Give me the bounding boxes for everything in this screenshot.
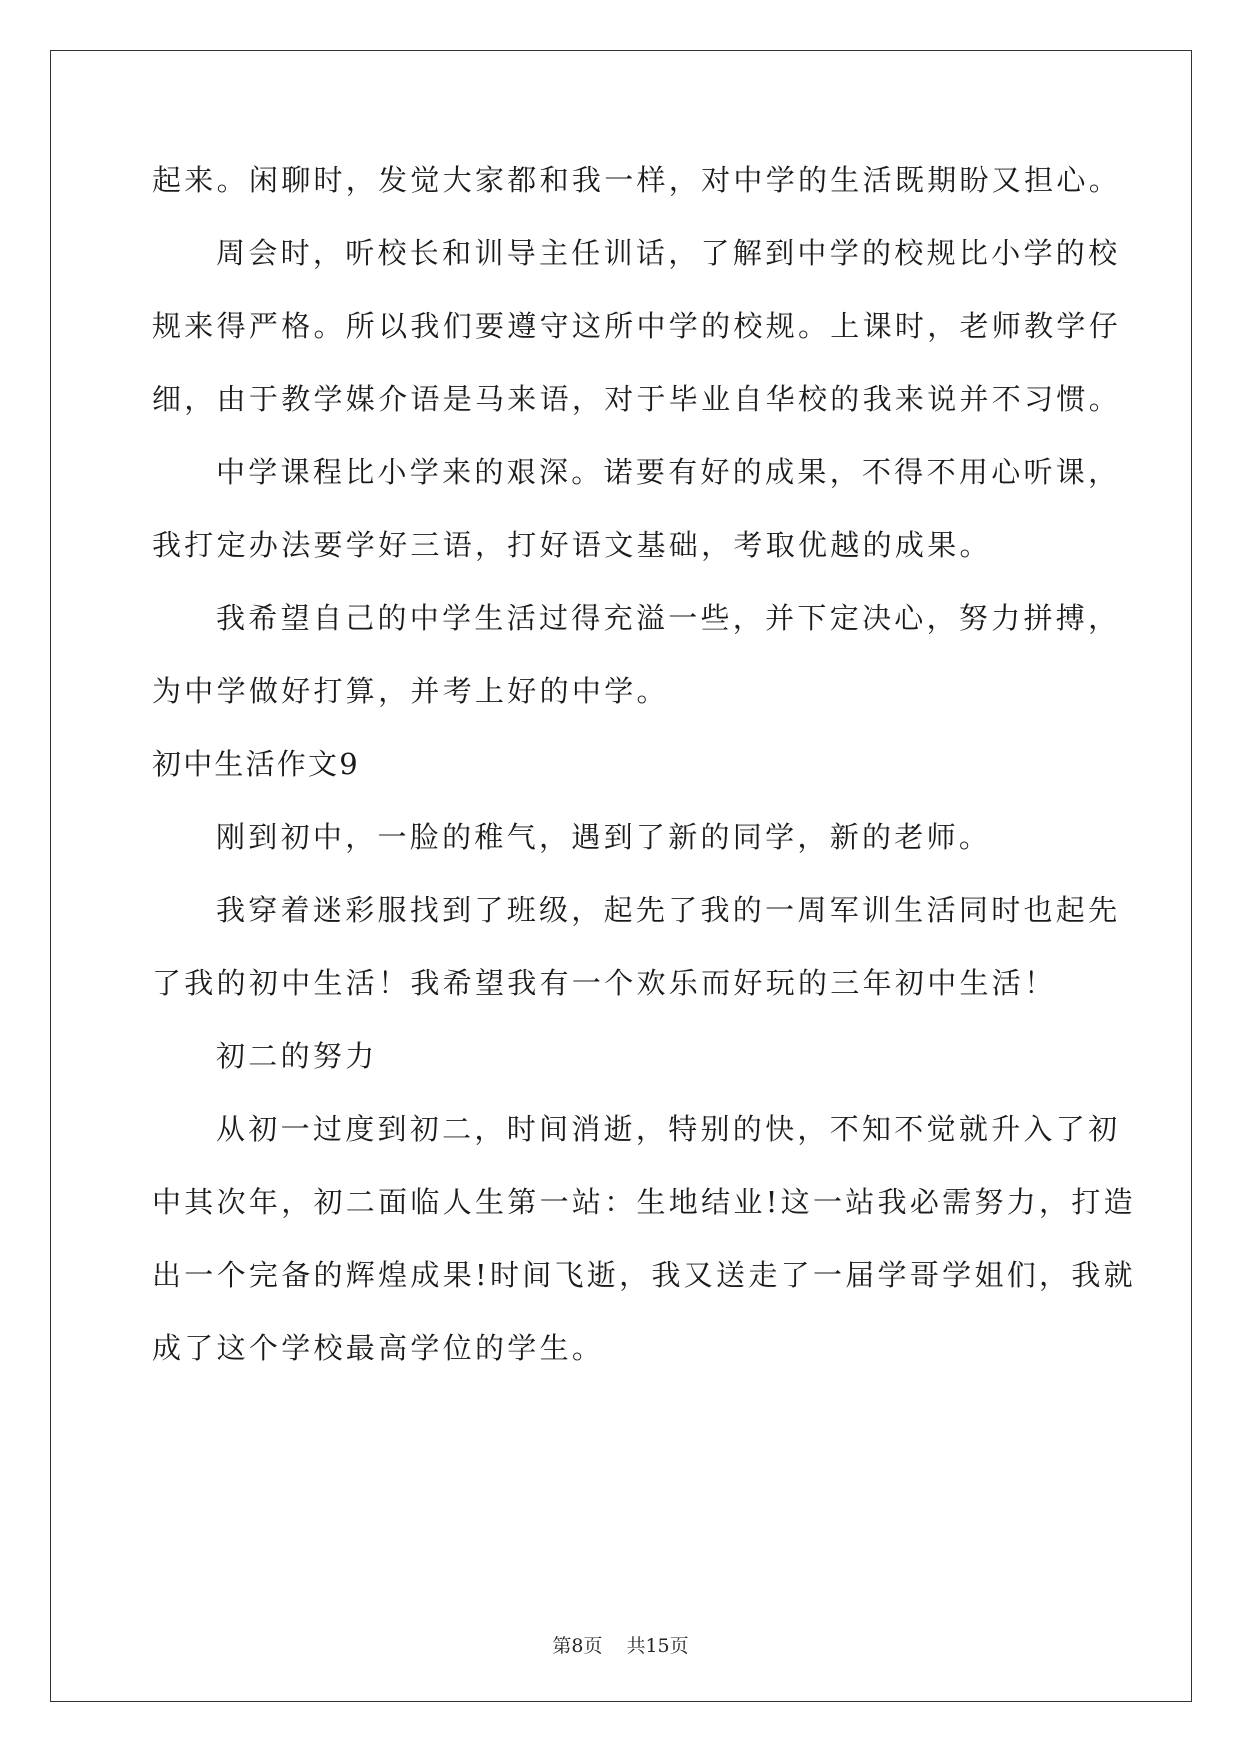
paragraph-start-line: 中学课程比小学来的艰深。诺要有好的成果，不得不用心听课， [216, 455, 1121, 489]
page-border [50, 50, 1192, 1702]
text-line: 中其次年，初二面临人生第一站：生地结业!这一站我必需努力，打造 [152, 1185, 1136, 1219]
text-line: 细，由于教学媒介语是马来语，对于毕业自华校的我来说并不习惯。 [152, 382, 1122, 416]
section-heading: 初中生活作文9 [152, 747, 360, 781]
page-number: 第8页 [552, 1635, 603, 1657]
page-footer [0, 1634, 1241, 1658]
text-line: 出一个完备的辉煌成果!时间飞逝，我又送走了一届学哥学姐们，我就 [152, 1258, 1136, 1292]
subheading-line: 初二的努力 [216, 1039, 378, 1073]
text-line: 我打定办法要学好三语，打好语文基础，考取优越的成果。 [152, 528, 992, 562]
paragraph-start-line: 我希望自己的中学生活过得充溢一些，并下定决心，努力拼搏， [216, 601, 1121, 635]
page-total: 共15页 [626, 1635, 689, 1657]
text-line: 为中学做好打算，并考上好的中学。 [152, 674, 669, 708]
paragraph-start-line: 周会时，听校长和训导主任训话，了解到中学的校规比小学的校 [216, 236, 1121, 270]
paragraph-start-line: 我穿着迷彩服找到了班级，起先了我的一周军训生活同时也起先 [216, 893, 1121, 927]
text-line: 规来得严格。所以我们要遵守这所中学的校规。上课时，老师教学仔 [152, 309, 1122, 343]
text-line: 起来。闲聊时，发觉大家都和我一样，对中学的生活既期盼又担心。 [152, 163, 1122, 197]
text-line: 了我的初中生活！我希望我有一个欢乐而好玩的三年初中生活！ [152, 966, 1057, 1000]
paragraph-start-line: 刚到初中，一脸的稚气，遇到了新的同学，新的老师。 [216, 820, 992, 854]
text-line: 成了这个学校最高学位的学生。 [152, 1331, 605, 1365]
paragraph-start-line: 从初一过度到初二，时间消逝，特别的快，不知不觉就升入了初 [216, 1112, 1121, 1146]
